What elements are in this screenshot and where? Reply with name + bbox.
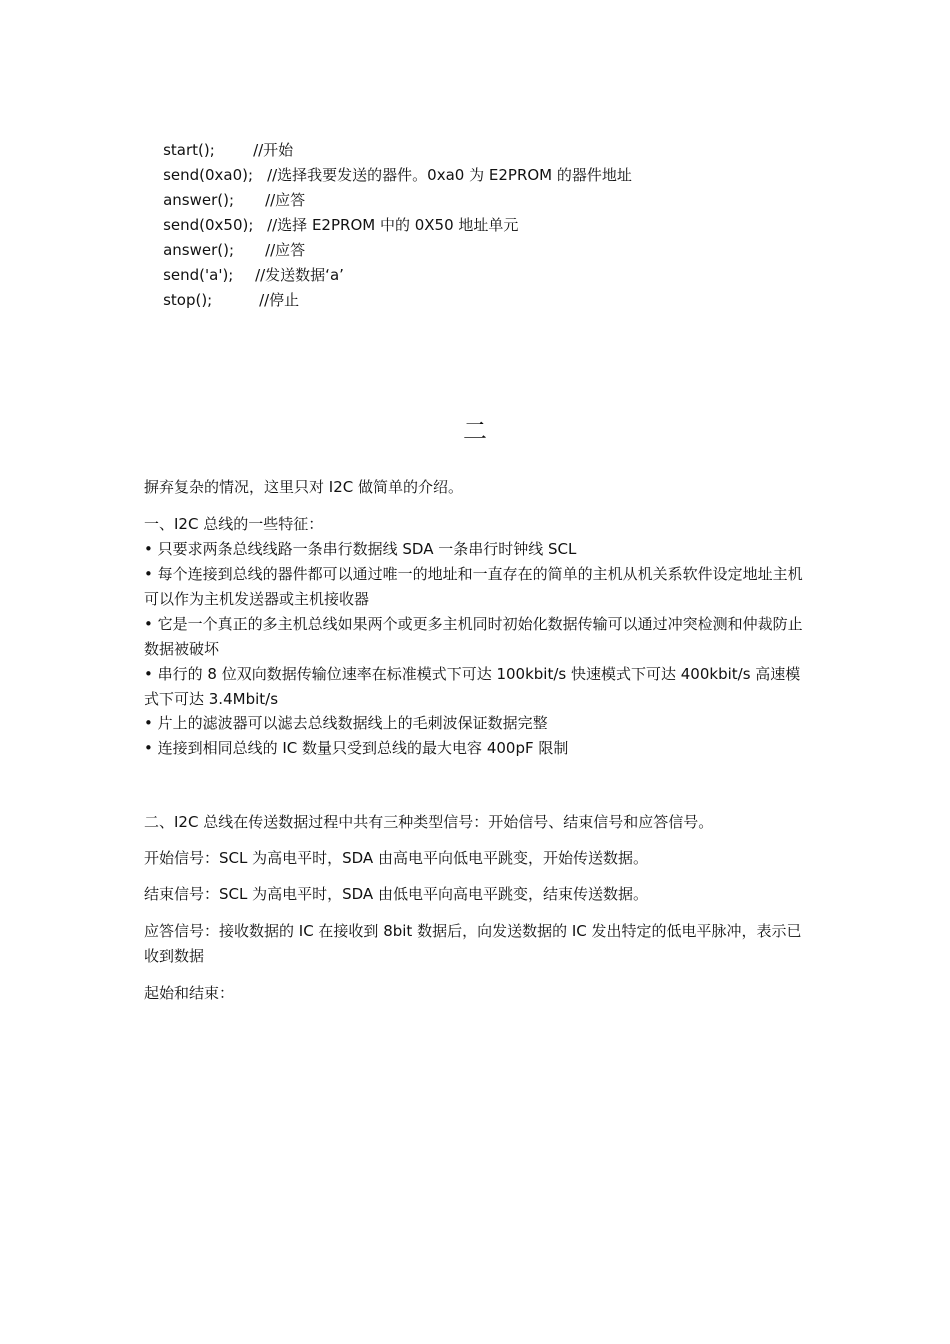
code-comment: //发送数据‘a’ (255, 266, 344, 284)
feature-item: • 串行的 8 位双向数据传输位速率在标准模式下可达 100kbit/s 快速模式下可达 400kbit/s 高速模式下可达 3.4Mbit/s (144, 665, 801, 708)
code-command: stop(); (163, 291, 213, 309)
code-comment: //应答 (265, 191, 306, 209)
start-signal-paragraph: 开始信号：SCL 为高电平时，SDA 由高电平向低电平跳变，开始传送数据。 (144, 849, 648, 867)
code-comment: //选择我要发送的器件。0xa0 为 E2PROM 的器件地址 (267, 166, 632, 184)
code-comment: //应答 (265, 241, 306, 259)
feature-item: • 只要求两条总线线路一条串行数据线 SDA 一条串行时钟线 SCL (144, 540, 577, 558)
code-command: start(); (163, 141, 215, 159)
code-comment: //选择 E2PROM 中的 0X50 地址单元 (267, 216, 519, 234)
features-title: 一、I2C 总线的一些特征： (144, 515, 324, 533)
code-command: answer(); (163, 241, 235, 259)
start-end-label: 起始和结束： (144, 984, 235, 1002)
code-comment: //开始 (253, 141, 294, 159)
ack-signal-paragraph: 应答信号：接收数据的 IC 在接收到 8bit 数据后，向发送数据的 IC 发出特定的低电平脉冲，表示已收到数据 (144, 922, 802, 965)
code-comment: //停止 (259, 291, 300, 309)
intro-paragraph: 摒弃复杂的情况，这里只对 I2C 做简单的介绍。 (144, 478, 463, 496)
feature-item: • 它是一个真正的多主机总线如果两个或更多主机同时初始化数据传输可以通过冲突检测和仲裁防止数据被破坏 (144, 615, 803, 658)
code-command: send(0x50); (163, 216, 254, 234)
code-command: answer(); (163, 191, 235, 209)
code-line (144, 267, 299, 333)
feature-item: • 片上的滤波器可以滤去总线数据线上的毛刺波保证数据完整 (144, 714, 548, 732)
code-command: send('a'); (163, 266, 234, 284)
section-heading: 二 (463, 417, 487, 445)
stop-signal-paragraph: 结束信号：SCL 为高电平时，SDA 由低电平向高电平跳变，结束传送数据。 (144, 885, 648, 903)
feature-item: • 连接到相同总线的 IC 数量只受到总线的最大电容 400pF 限制 (144, 739, 569, 757)
code-command: send(0xa0); (163, 166, 254, 184)
feature-item: • 每个连接到总线的器件都可以通过唯一的地址和一直存在的简单的主机从机关系软件设定地址主机可以作为主机发送器或主机接收器 (144, 565, 803, 608)
signals-title: 二、I2C 总线在传送数据过程中共有三种类型信号：开始信号、结束信号和应答信号。 (144, 813, 714, 831)
